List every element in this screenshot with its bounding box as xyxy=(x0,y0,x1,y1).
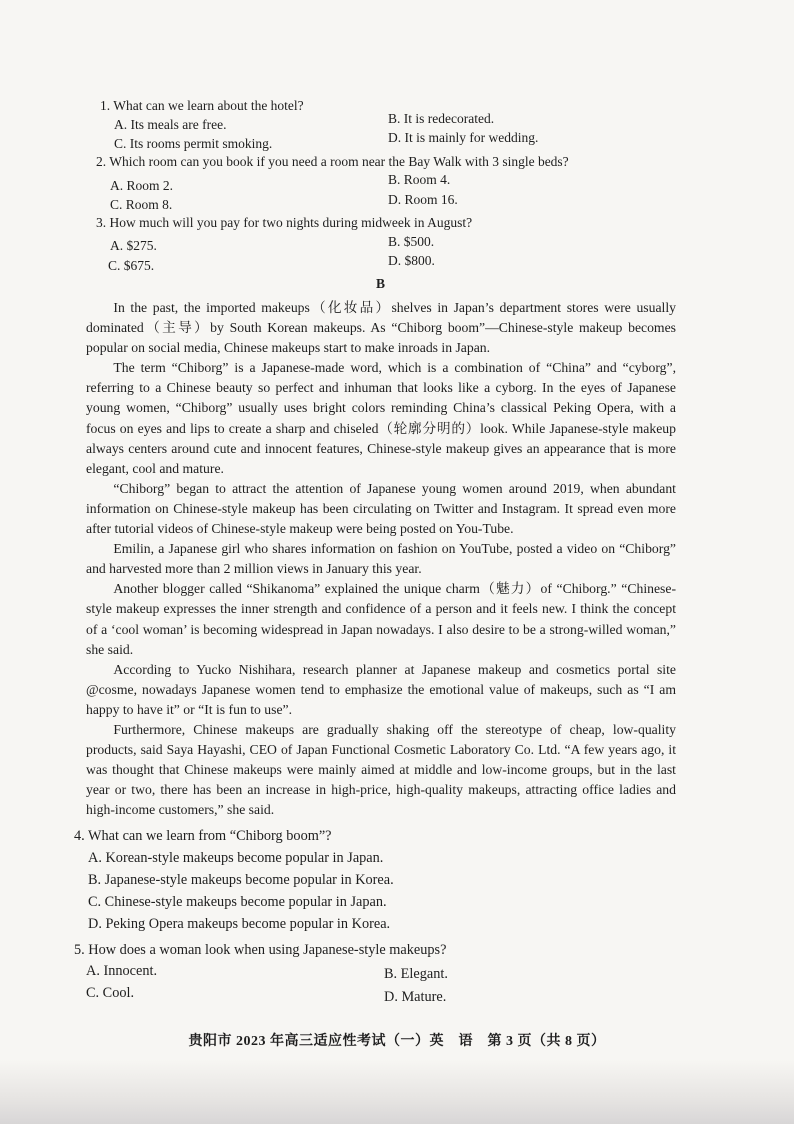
question-4-option-b: B. Japanese-style makeups become popular in Korea. xyxy=(88,872,394,888)
question-5-option-d: D. Mature. xyxy=(384,989,447,1005)
question-3-option-c: C. $675. xyxy=(108,258,155,273)
question-1-option-a: A. Its meals are free. xyxy=(114,117,227,132)
question-1-option-d: D. It is mainly for wedding. xyxy=(388,130,539,145)
question-3-option-d: D. $800. xyxy=(388,253,435,268)
passage-paragraph: According to Yucko Nishihara, research planner at Japanese makeup and cosmetics portal site @cosme, nowadays Japanese women tend to emphasize the emotional value of makeups, such as “I am happy to have it” or “It is fun to use”. xyxy=(86,661,676,717)
question-2-stem: 2. Which room can you book if you need a room near the Bay Walk with 3 single beds? xyxy=(96,154,569,169)
question-4-option-d: D. Peking Opera makeups become popular in Korea. xyxy=(88,916,391,932)
question-3-option-a: A. $275. xyxy=(110,238,157,253)
question-3-option-b: B. $500. xyxy=(388,234,435,249)
question-3-stem: 3. How much will you pay for two nights during midweek in August? xyxy=(96,215,473,230)
passage-paragraph: In the past, the imported makeups（化妆品）shelves in Japan’s department stores were usually dominated（主导）by South Korean makeups. As “Chiborg boom”—Chinese-style makeup becomes popular on social media, Chinese makeups start to make inroads in Japan. xyxy=(86,300,676,356)
section-b-label: B xyxy=(376,276,386,291)
passage-paragraph: Emilin, a Japanese girl who shares information on fashion on YouTube, posted a video on “Chiborg” and harvested more than 2 million views in January this year. xyxy=(86,541,676,577)
question-4-stem: 4. What can we learn from “Chiborg boom”? xyxy=(74,828,332,844)
question-1-option-b: B. It is redecorated. xyxy=(388,111,495,126)
question-2-option-c: C. Room 8. xyxy=(110,197,173,212)
question-2-option-a: A. Room 2. xyxy=(110,178,174,193)
question-1-option-c: C. Its rooms permit smoking. xyxy=(114,136,273,151)
question-5-option-c: C. Cool. xyxy=(86,985,135,1001)
question-4-option-c: C. Chinese-style makeups become popular in Japan. xyxy=(88,894,387,910)
question-2-option-b: B. Room 4. xyxy=(388,172,451,187)
question-5-option-b: B. Elegant. xyxy=(384,966,448,982)
passage-paragraph: The term “Chiborg” is a Japanese-made word, which is a combination of “China” and “cyborg”, referring to a Chinese beauty so perfect and inhuman that looks like a cyborg. In the eyes of Japanese young women, “Chiborg” usually uses bright colors reminding China’s classical Peking Opera, with a focus on eyes and lips to create a sharp and chiseled（轮廓分明的）look. While Japanese-style makeup always centers around cute and innocent features, Chinese-style makeup gives an appearance that is more elegant, cool and mature. xyxy=(86,360,676,476)
page-footer: 贵阳市 2023 年高三适应性考试（一）英 语 第 3 页（共 8 页） xyxy=(188,1034,606,1049)
question-4-option-a: A. Korean-style makeups become popular in Japan. xyxy=(88,850,384,866)
passage-paragraph: “Chiborg” began to attract the attention of Japanese young women around 2019, when abundant information on Chinese-style makeup has been circulating on Twitter and Instagram. It spread even more after tutorial videos of Chinese-style makeup were being posted on You-Tube. xyxy=(86,480,676,537)
reading-passage xyxy=(86,298,676,820)
passage-paragraph: Another blogger called “Shikanoma” explained the unique charm（魅力）of “Chiborg.” “Chinese-style makeup expresses the inner strength and confidence of a person and it feels new. I think the concept of a ‘cool woman’ is becoming widespread in Japan nowadays. I also desire to be a strong-willed woman,” she said. xyxy=(86,581,676,657)
question-5-option-a: A. Innocent. xyxy=(86,963,158,979)
question-1-stem: 1. What can we learn about the hotel? xyxy=(100,98,304,113)
scan-shadow xyxy=(0,1060,794,1124)
question-2-option-d: D. Room 16. xyxy=(388,192,458,207)
question-5-stem: 5. How does a woman look when using Japanese-style makeups? xyxy=(74,942,447,958)
passage-paragraph: Furthermore, Chinese makeups are gradually shaking off the stereotype of cheap, low-quality products, said Saya Hayashi, CEO of Japan Functional Cosmetic Laboratory Co. Ltd. “A few years ago, it was thought that Chinese makeups were mainly aimed at middle and low-income groups, but in the last year or two, there has been an increase in high-price, high-quality makeups, attracting office ladies and high-income customers,” she said. xyxy=(86,721,676,818)
